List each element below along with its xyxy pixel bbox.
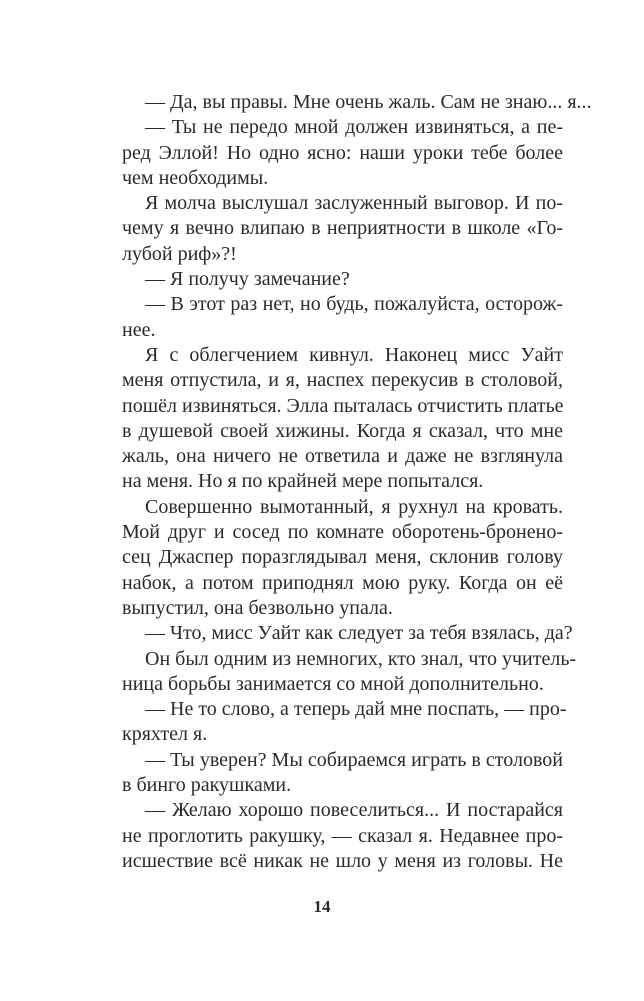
text-line: не проглотить ракушку, — сказал я. Недавнее про- (122, 824, 563, 847)
text-line: набок, а потом приподнял мою руку. Когда он её (122, 571, 563, 594)
text-line: — Не то слово, а теперь дай мне поспать, — про- (145, 698, 567, 721)
text-line: — Желаю хорошо повеселиться... И постарайся (145, 799, 563, 822)
text-line: чему я вечно влипаю в неприятности в школе «Го- (122, 217, 563, 240)
page-body-text (122, 90, 592, 874)
text-line: нее. (122, 318, 156, 341)
text-line: — Ты не передо мной должен извиняться, а пе- (145, 116, 563, 139)
text-line: Я с облегчением кивнул. Наконец мисс Уайт (145, 343, 563, 366)
text-line: на меня. Но я по крайней мере попытался. (122, 470, 484, 493)
text-line: исшествие всё никак не шло у меня из головы. Не (122, 849, 563, 872)
text-line: Совершенно вымотанный, я рухнул на кровать. (145, 495, 563, 518)
text-line: — В этот раз нет, но будь, пожалуйста, осторож- (145, 293, 563, 316)
text-line: сец Джаспер поразглядывал меня, склонив голову (122, 546, 563, 569)
text-line: — Да, вы правы. Мне очень жаль. Сам не знаю... я... (145, 91, 592, 113)
text-line: ница борьбы занимается со мной дополнительно. (122, 672, 544, 695)
text-line: Мой друг и сосед по комнате оборотень-бронено- (122, 521, 563, 544)
text-line: в бинго ракушками. (122, 774, 292, 797)
text-line: пошёл извиняться. Элла пыталась отчистить платье (122, 394, 564, 417)
text-line: чем необходимы. (122, 166, 269, 189)
text-line: Он был одним из немногих, кто знал, что учитель- (145, 647, 577, 670)
text-line: лубой риф»?! (122, 242, 237, 265)
text-line: — Что, мисс Уайт как следует за тебя взялась, да? (145, 622, 573, 645)
text-line: меня отпустила, и я, наспех перекусив в столовой, (122, 369, 563, 392)
text-line: жаль, она ничего не ответила и даже не взглянула (122, 445, 563, 468)
text-line: — Ты уверен? Мы собираемся играть в столовой (145, 748, 563, 771)
page-number: 14 (313, 897, 331, 916)
text-line: ред Эллой! Но одно ясно: наши уроки тебе более (122, 141, 563, 164)
text-line: Я молча выслушал заслуженный выговор. И по- (145, 192, 563, 215)
text-line: — Я получу замечание? (145, 268, 350, 291)
text-line: в душевой своей хижины. Когда я сказал, что мне (122, 419, 563, 442)
text-line: выпустил, она безвольно упала. (122, 596, 393, 619)
text-line: кряхтел я. (122, 723, 208, 746)
